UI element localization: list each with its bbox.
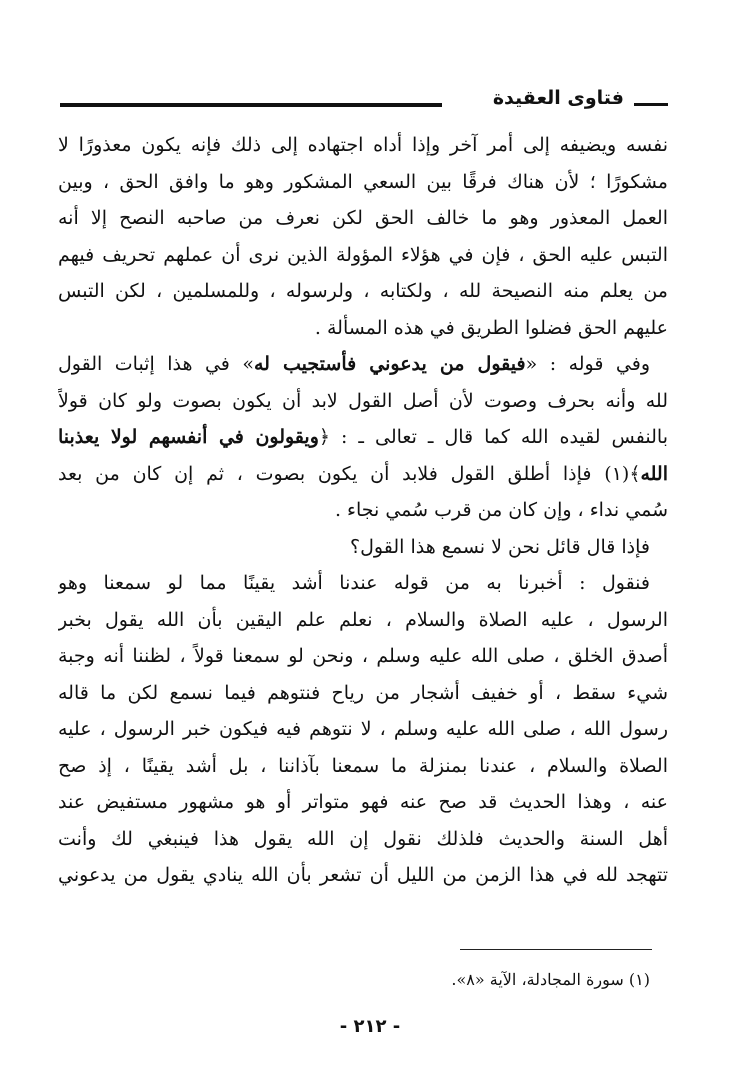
quote-before: وفي قوله : « [525, 353, 651, 375]
header-rule [60, 103, 442, 107]
quote-after: » في هذا إثبات القول [58, 353, 254, 375]
body-text [58, 127, 668, 894]
header-title: فتاوى العقيدة [492, 87, 624, 109]
text-line: عنه ، وهذا الحديث قد صح عنه فهو متواتر أو هو مشهور مستفيض عند [58, 791, 668, 813]
quran-verse-end: الله [640, 462, 668, 485]
verse-before: بالنفس لقيده الله كما قال ـ تعالى ـ : ﴿ [318, 426, 668, 448]
text-line: تتهجد لله في هذا الزمن من الليل أن تشعر بأن الله ينادي يقول من يدعوني [58, 864, 668, 886]
text-line: التبس عليه الحق ، فإن في هؤلاء المؤولة الذين نرى أن عملهم تحريف فيهم [58, 243, 668, 266]
text-line: من يعلم منه النصيحة لله ، ولكتابه ، ولرسوله ، وللمسلمين ، لكن التبس [58, 280, 668, 302]
quran-verse: ويقولون في أنفسهم لولا يعذبنا [58, 426, 319, 448]
header-dash [634, 103, 668, 106]
verse-after: ﴾(١) فإذا أطلق القول فلابد أن يكون بصوت ، ثم إن كان من بعد [58, 462, 641, 485]
text-line: شيء سقط ، أو خفيف أشجار من رياح فنتوهم فيما نسمع لكن ما قاله [58, 681, 668, 704]
text-line: نفسه ويضيفه إلى أمر آخر وإذا أداه اجتهاده إلى ذلك فإنه يكون معذورًا لا [58, 134, 668, 156]
text-line: أصدق الخلق ، صلى الله عليه وسلم ، ونحن لو سمعنا قولاً ، لظننا أنه وجبة [58, 645, 668, 667]
text-line: الرسول ، عليه الصلاة والسلام ، نعلم علم اليقين بأن الله يقول بخبر [58, 608, 668, 631]
text-line: سُمي نداء ، وإن كان من قرب سُمي نجاء . [334, 499, 668, 521]
text-line: الصلاة والسلام ، عندنا بمنزلة ما سمعنا بآذاننا ، بل أشد يقينًا ، إذ صح [58, 754, 668, 777]
footnote: (١) سورة المجادلة، الآية «٨». [451, 970, 650, 989]
quote-line [58, 346, 668, 383]
text-line: فنقول : أخبرنا به من قوله عندنا أشد يقينًا مما لو سمعنا وهو [58, 572, 650, 594]
verse-line [58, 419, 668, 456]
running-header [60, 84, 668, 116]
text-line: رسول الله ، صلى الله عليه وسلم ، لا نتوهم فيه فيكون خبر الرسول ، عليه [58, 718, 668, 740]
page-number: - ٢١٢ - [339, 1016, 401, 1037]
text-line: أهل السنة والحديث فلذلك نقول إن الله يقول هذا فينبغي لك وأنت [58, 827, 668, 850]
question-line: فإذا قال قائل نحن لا نسمع هذا القول؟ [350, 535, 650, 558]
footnote-rule [460, 949, 652, 950]
text-line: العمل المعذور وهو ما خالف الحق لكن نعرف من صاحبه النصح إلا أنه [58, 207, 668, 229]
text-line: عليهم الحق فضلوا الطريق في هذه المسألة . [314, 316, 668, 339]
text-line: مشكورًا ؛ لأن هناك فرقًا بين السعي المشكور وهو ما وافق الحق ، وبين [58, 170, 668, 193]
verse-line-2 [58, 456, 668, 493]
hadith-quote: فيقول من يدعوني فأستجيب له [254, 353, 526, 375]
text-line: لله وأنه بحرف وصوت لأن أصل القول لابد أن يكون بصوت ولو كان قولاً [58, 389, 668, 412]
